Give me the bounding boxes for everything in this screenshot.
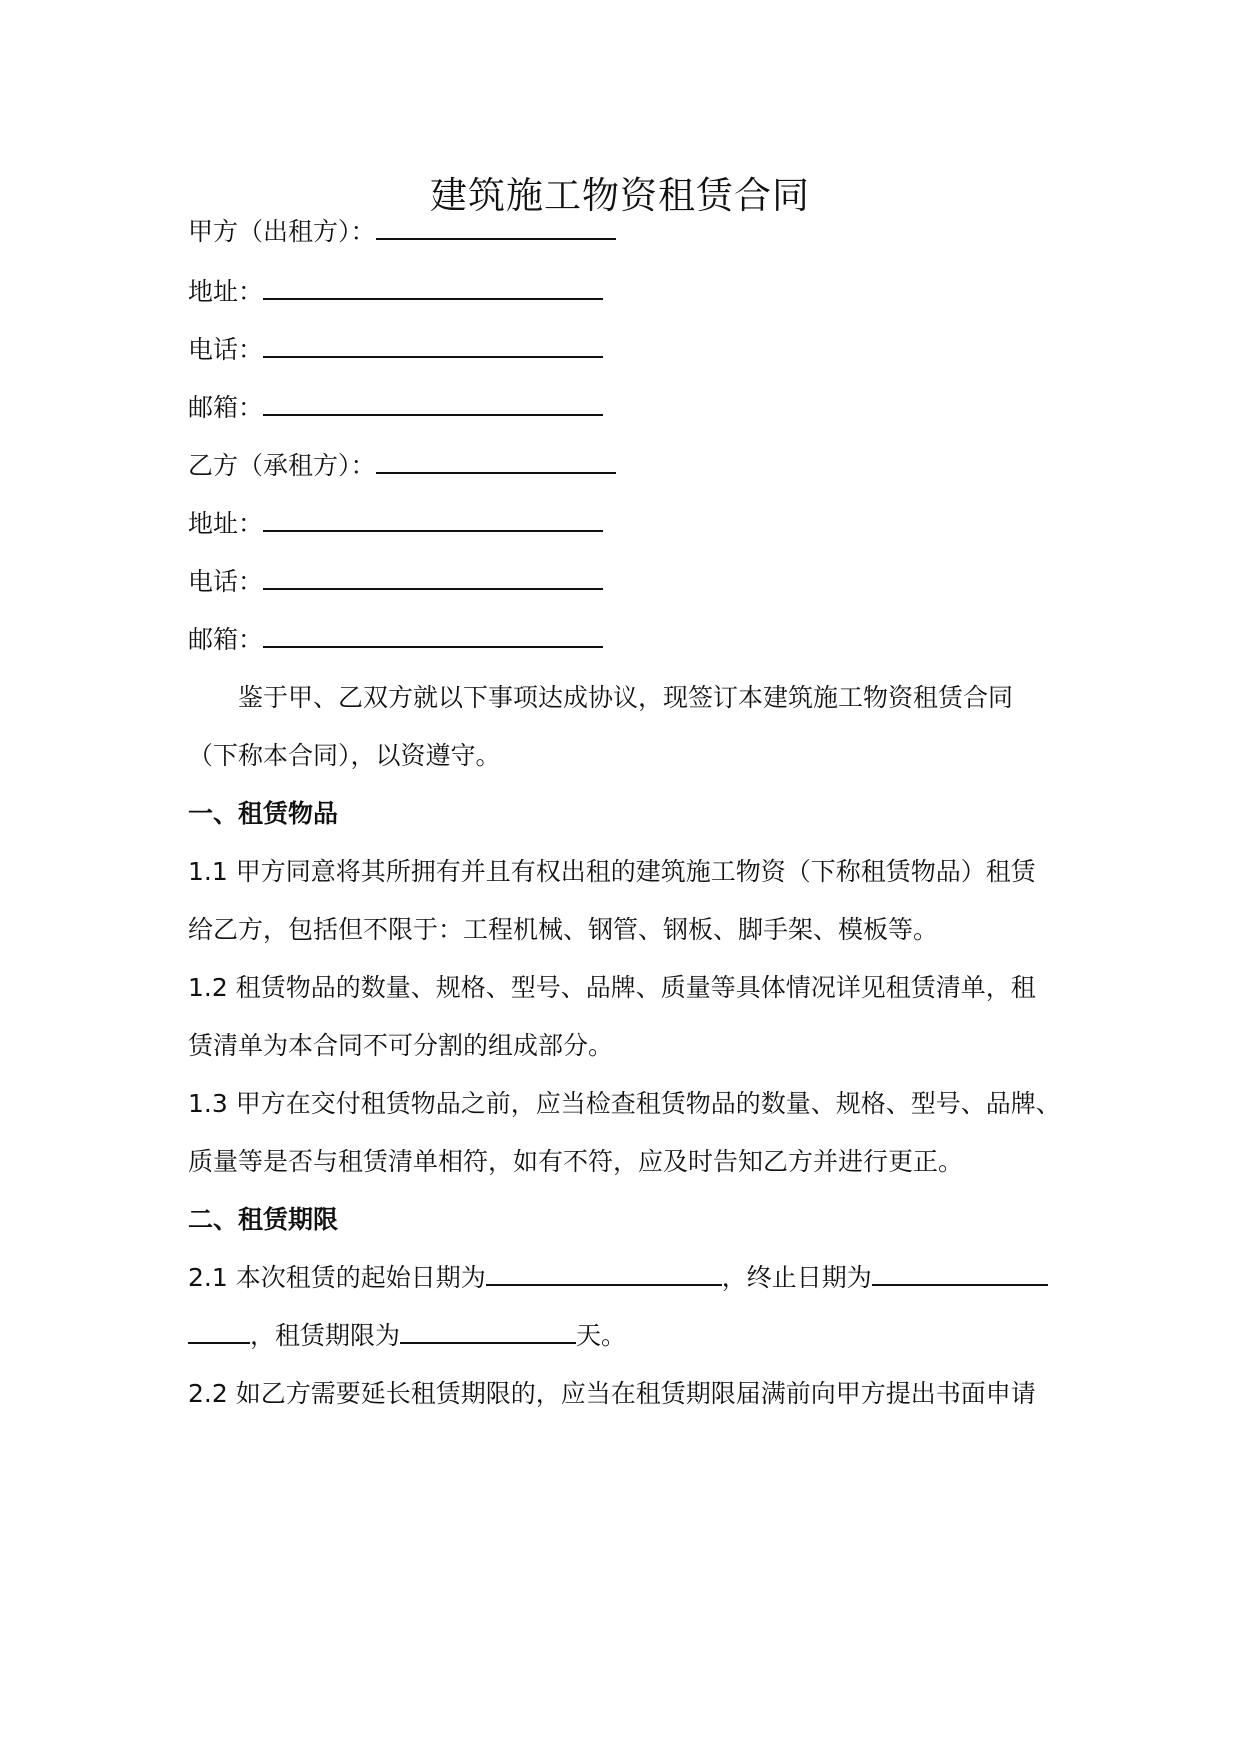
clause-1-3-line-1: 1.3 甲方在交付租赁物品之前，应当检查租赁物品的数量、规格、型号、品牌、 [188,1089,1061,1118]
clause-1-1-line-1: 1.1 甲方同意将其所拥有并且有权出租的建筑施工物资（下称租赁物品）租赁 [188,857,1036,886]
preamble-line-1: 鉴于甲、乙双方就以下事项达成协议，现签订本建筑施工物资租赁合同 [238,683,1014,712]
party-b-label: 乙方（承租方）： [188,451,376,480]
party-b-email-label: 邮箱： [188,625,264,654]
party-a-address-field[interactable] [263,272,603,300]
start-date-field[interactable] [486,1258,722,1286]
party-b-name-field[interactable] [376,446,616,474]
section-2-heading: 二、租赁期限 [188,1205,339,1234]
party-a-phone-line [188,330,603,370]
end-date-field[interactable] [872,1258,1048,1286]
clause-1-2-line-1: 1.2 租赁物品的数量、规格、型号、品牌、质量等具体情况详见租赁清单，租 [188,973,1036,1002]
document-title: 建筑施工物资租赁合同 [430,174,810,217]
clause-2-1-term-label: ，租赁期限为 [250,1321,401,1350]
party-b-phone-line [188,562,603,602]
clause-2-1-unit: 天。 [576,1321,627,1350]
clause-1-2-line-2: 赁清单为本合同不可分割的组成部分。 [188,1031,614,1060]
party-b-address-line [188,504,603,544]
clause-2-1-end-label: ，终止日期为 [721,1263,872,1292]
clause-2-2-line-1: 2.2 如乙方需要延长租赁期限的，应当在租赁期限届满前向甲方提出书面申请 [188,1379,1036,1408]
party-b-line [188,446,616,486]
party-a-email-line [188,388,603,428]
party-b-email-line [188,620,603,660]
party-b-email-field[interactable] [263,620,603,648]
preamble-line-2: （下称本合同），以资遵守。 [188,741,501,770]
clause-1-1-line-2: 给乙方，包括但不限于：工程机械、钢管、钢板、脚手架、模板等。 [188,915,939,944]
clause-2-1-line-1 [188,1258,1048,1298]
party-a-phone-field[interactable] [263,330,603,358]
clause-2-1-start-label: 2.1 本次租赁的起始日期为 [188,1263,486,1292]
party-a-name-field[interactable] [376,212,616,240]
clause-1-3-line-2: 质量等是否与租赁清单相符，如有不符，应及时告知乙方并进行更正。 [188,1147,964,1176]
party-a-address-line [188,272,603,312]
party-a-address-label: 地址： [188,277,264,306]
party-b-address-label: 地址： [188,509,264,538]
party-a-label: 甲方（出租方）： [188,217,376,246]
section-1-heading: 一、租赁物品 [188,799,339,828]
party-a-email-field[interactable] [263,388,603,416]
party-b-address-field[interactable] [263,504,603,532]
party-a-email-label: 邮箱： [188,393,264,422]
lease-days-field[interactable] [400,1316,576,1344]
party-a-phone-label: 电话： [188,335,264,364]
party-b-phone-field[interactable] [263,562,603,590]
party-a-line [188,212,616,252]
clause-2-1-line-2 [188,1316,626,1356]
end-date-field-continued[interactable] [188,1316,250,1344]
party-b-phone-label: 电话： [188,567,264,596]
